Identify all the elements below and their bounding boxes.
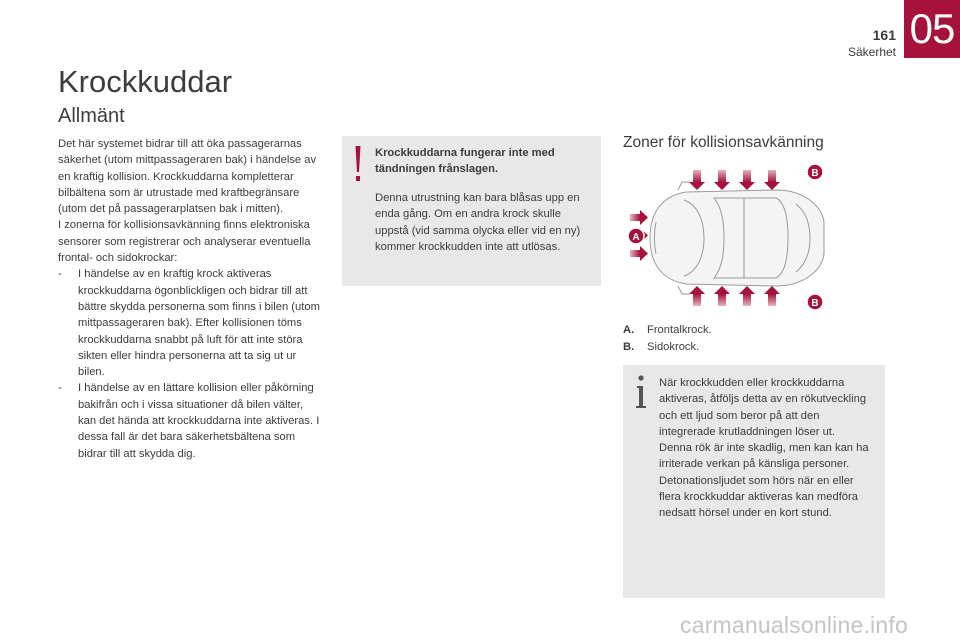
label-a: A [632,232,640,243]
bullet-marker: - [58,382,62,395]
page-title: Krockkuddar [58,64,233,99]
legend-text: Frontalkrock. [647,324,712,336]
side-impact-arrows-top [689,170,780,190]
bullet-item [58,380,320,461]
page-number: 161 [872,27,896,43]
bullet-text: I händelse av en kraftig krock aktiveras krockkuddarna ögonblickligen och bidrar till att bättre skydda personerna som finns i bilen (utom mittpassageraren bak). Efter kollisionen töms krockkuddarna snabbt på luft för att inte störa sikten eller hindra personerna att ta sig ut ur bilen. [78,268,320,379]
zones-heading: Zoner för kollisionsavkänning [623,134,824,151]
car-outline [650,182,824,294]
bullet-text: I händelse av en lättare kollision eller påkörning bakifrån och i vissa situationer då bilen välter, kan det hända att krockkuddarna inte aktiveras. I dessa fall är det bara säkerhetsbältena som bidrar till att skydda dig. [78,382,320,460]
bullet-marker: - [58,268,62,281]
intro-text [58,136,320,462]
side-impact-arrows-bottom [689,286,780,306]
info-icon [635,375,647,409]
section-name: Säkerhet [847,45,896,59]
exclamation-icon [354,146,362,182]
label-b-bottom: B [811,298,819,309]
warning-box [342,136,601,286]
legend-item [623,322,712,339]
section-heading: Allmänt [58,105,125,127]
warning-heading: Krockkuddarna fungerar inte med tändningen frånslagen. [375,147,555,175]
intro-paragraph: I zonerna för kollisionsavkänning finns elektroniska sensorer som registrerar och analyserar eventuella frontal- och sidokrockar: [58,219,311,265]
info-paragraph: Denna rök är inte skadlig, men kan kan ha irriterade verkan på känsliga personer. [659,442,869,471]
label-b-top: B [811,168,819,179]
legend-text: Sidokrock. [647,340,700,353]
bullet-item [58,266,320,380]
info-box [623,365,885,598]
figure-legend [623,322,712,355]
info-paragraph: När krockkudden eller krockkuddarna aktiveras, åtföljs detta av en rökutveckling och ett ljud som beror på att den integrerade krutladdningen löser ut. [659,377,867,438]
warning-text: Denna utrustning kan bara blåsas upp en enda gång. Om en andra krock skulle uppstå (vid samma olycka eller vid en ny) kommer krockkudden inte att utlösas. [375,192,581,253]
legend-key: B. [623,340,635,353]
legend-key: A. [623,324,635,336]
info-paragraph: Detonationsljudet som hörs när en eller flera krockkuddar aktiveras kan medföra nedsatt hörsel under en kort stund. [659,474,858,520]
watermark: carmanualsonline.info [680,612,908,638]
legend-item [623,339,712,356]
info-text [659,375,875,522]
label-a-marker [628,228,644,244]
car-collision-zones-figure [626,160,834,316]
label-b-bottom-marker [807,294,823,310]
intro-paragraph: Det här systemet bidrar till att öka passagerarnas säkerhet (utom mittpassageraren bak) i händelse av en kraftig kollision. Krockkuddarna kompletterar bilbältena som är utrustade med kraftbegränsare (utom det på passagerarplatsen bak i mitten). [58,138,317,216]
chapter-tab: 05 [904,0,960,58]
label-b-top-marker [807,164,823,180]
